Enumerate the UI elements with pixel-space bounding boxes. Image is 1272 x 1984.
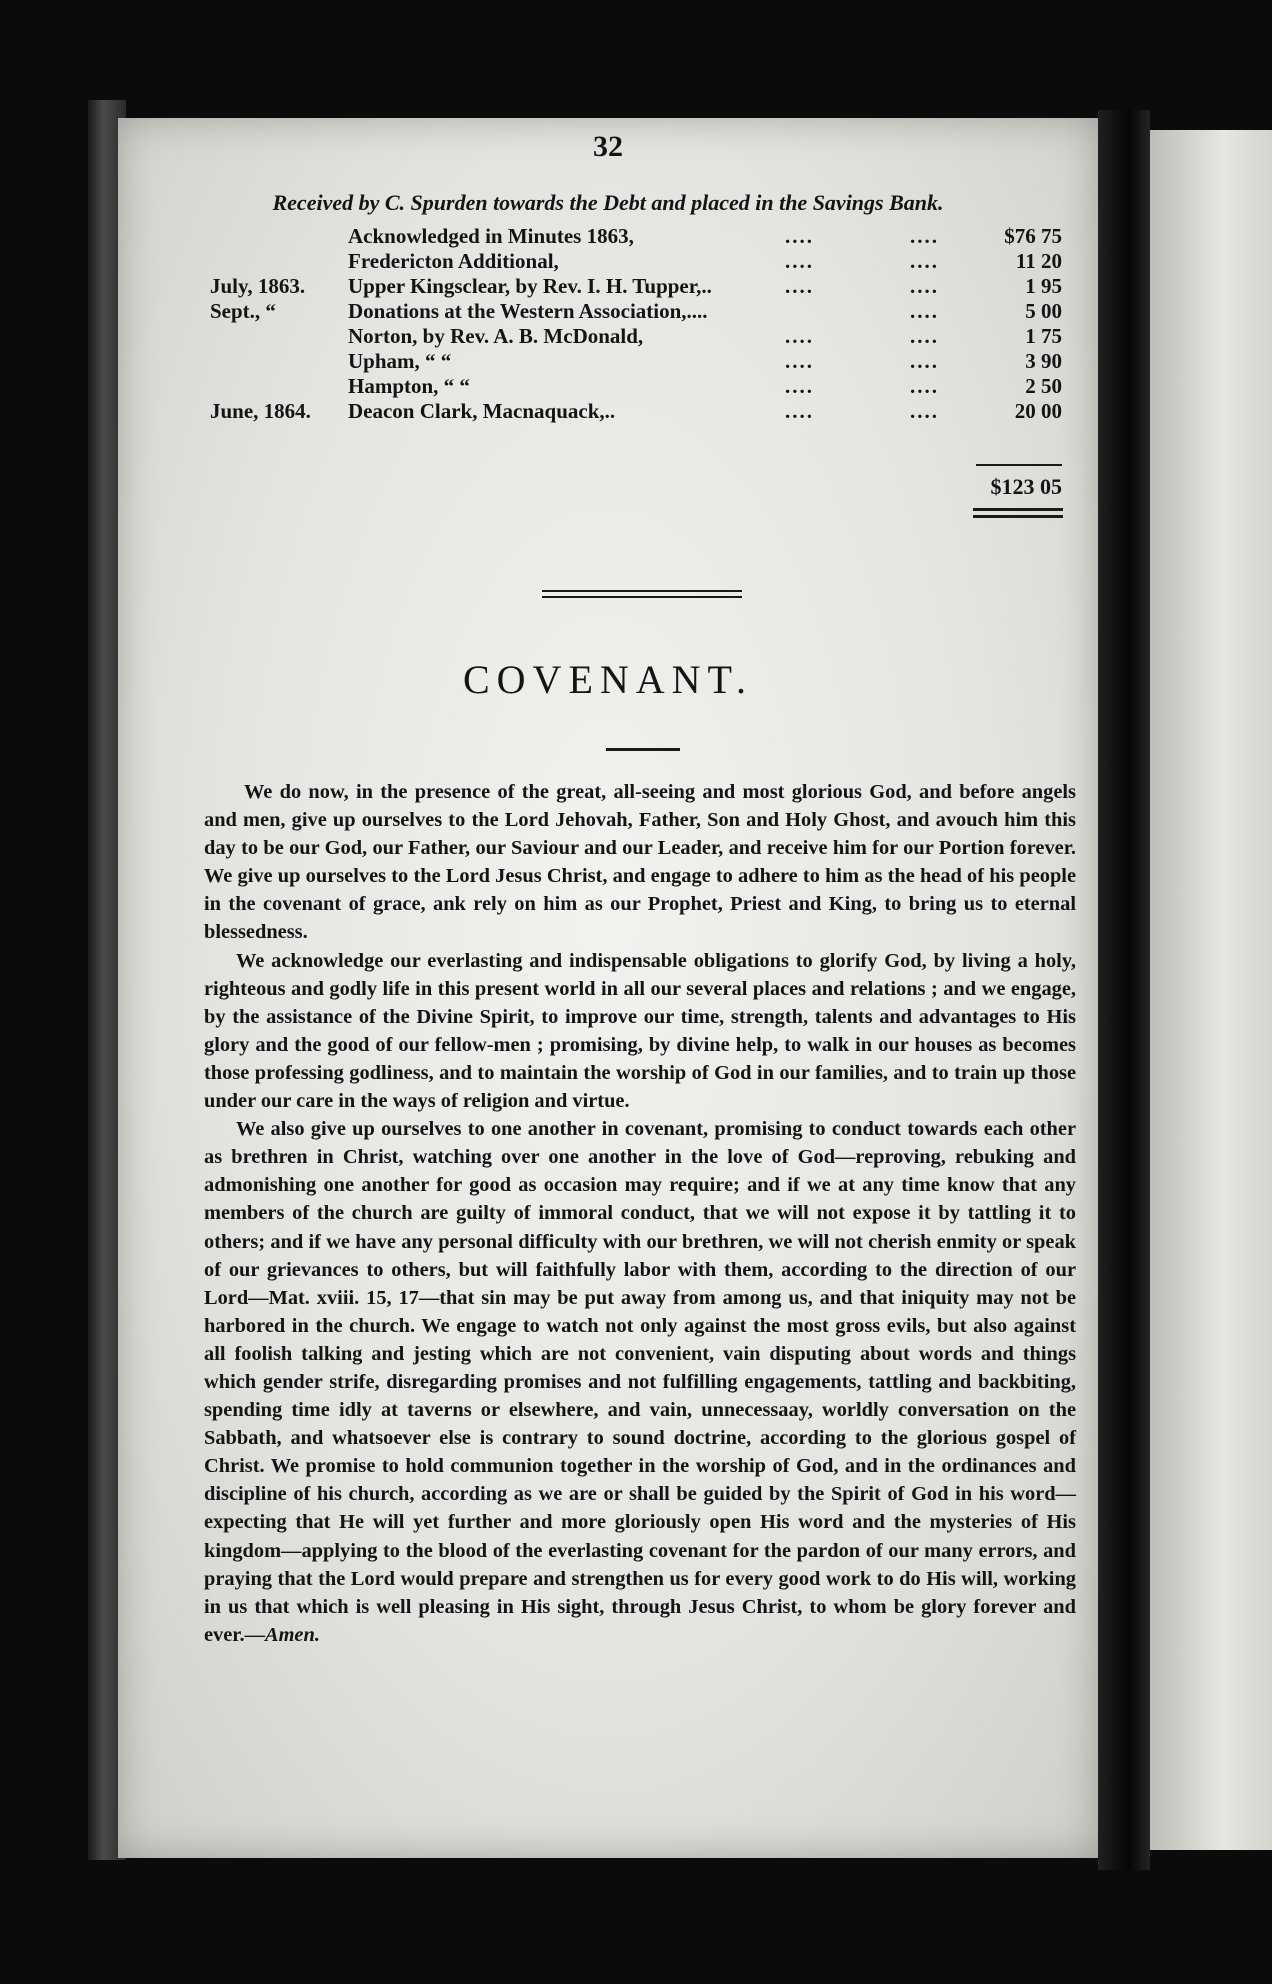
receipt-row [210, 349, 1086, 374]
receipt-description: Fredericton Additional, [348, 249, 559, 273]
facing-page-edge [1150, 130, 1272, 1850]
covenant-heading: COVENANT. [462, 657, 753, 702]
covenant-paragraph-1: We do now, in the presence of the great, all-seeing and most glorious God, and before angels and men, give up ourselves to the Lord Jehovah, Father, Son and Holy Ghost, and avouch him this day to be our God, our Father, our Saviour and our Leader, and receive him for our Portion forever. We give up ourselves to the Lord Jesus Christ, and engage to adhere to him as the head of his people in the covenant of grace, ank rely on him as our Prophet, Priest and King, to bring us to eternal blessedness. [204, 781, 1076, 944]
page-number: 32 [593, 130, 623, 163]
receipt-row [210, 274, 1086, 299]
section-divider-lower [542, 596, 742, 598]
covenant-paragraph-2: We acknowledge our everlasting and indispensable obligations to glorify God, by living a holy, righteous and godly life in this present world in all our several places and relations ; and we engage, by the assistance of the Divine Spirit, to improve our time, strength, talents and advantages to His glory and the good of our fellow-men ; promising, by divine help, to walk in our houses as becomes those professing godliness, and to maintain the worship of God in our families, and to train up those under our care in the ways of religion and virtue. [204, 949, 1076, 1113]
receipt-date: July, 1863. [210, 274, 306, 298]
covenant-paragraph-3-text: We also give up ourselves to one another in covenant, promising to conduct towards each other as brethren in Christ, watching over one another in the love of God—reproving, rebuking and admonishing one another for good as occasion may require; and if we at any time know that any members of the church are guilty of immoral conduct, that we will not expose it by tattling it to others; and if we have any personal difficulty with our brethren, we will not cherish enmity or speak of our grievances to others, but will faithfully labor with them, according to the direction of our Lord—Mat. xviii. 15, 17—that sin may be put away from among us, and that iniquity may not be harbored in the church. We engage to watch not only against the most gross evils, but also against all foolish talking and jesting which are not convenient, vain disputing about words and things which gender strife, disregarding promises and not fulfilling engagements, tattling and backbiting, spending time idly at taverns or elsewhere, and vain, unnecessaay, worldly conversation on the Sabbath, and whatsoever else is contrary to sound doctrine, according to the glorious gospel of Christ. We promise to hold communion together in the worship of God, and in the ordinances and discipline of his church, according as we are or shall be guided by the Spirit of God in his word—expecting that He will yet further and more gloriously open His word and the mysteries of His kingdom—applying to the blood of the everlasting covenant for the pardon of our many errors, and praying that the Lord would prepare and strengthen us for every good work to do His will, working in us that which is well pleasing in His sight, through Jesus Christ, to whom be glory forever and ever.— [204, 1118, 1076, 1646]
receipt-amount: 11 20 [1015, 249, 1062, 273]
receipt-amount: 3 90 [1025, 349, 1062, 373]
receipt-leader-dots: .... [785, 324, 814, 348]
receipt-leader-dots: .... [910, 249, 939, 273]
receipt-leader-dots: .... [910, 224, 939, 248]
receipt-description: Acknowledged in Minutes 1863, [348, 224, 634, 248]
covenant-paragraph-3 [204, 1115, 1076, 1649]
receipt-date: Sept., “ [210, 299, 276, 323]
receipt-leader-dots: .... [785, 399, 814, 423]
receipts-table [210, 224, 1086, 424]
receipt-leader-dots: .... [910, 274, 939, 298]
receipt-row [210, 299, 1086, 324]
receipt-leader-dots: .... [910, 324, 939, 348]
receipt-leader-dots: .... [910, 349, 939, 373]
heading-rule [606, 748, 680, 751]
book-page [118, 118, 1098, 1858]
receipt-row [210, 374, 1086, 399]
receipts-total: $123 05 [990, 474, 1062, 499]
receipt-description: Hampton, “ “ [348, 374, 470, 398]
receipt-description: Upham, “ “ [348, 349, 452, 373]
section-divider-upper [542, 590, 742, 592]
receipt-row [210, 249, 1086, 274]
receipts-title: Received by C. Spurden towards the Debt and placed in the Savings Bank. [272, 190, 944, 215]
receipt-description: Upper Kingsclear, by Rev. I. H. Tupper,.. [348, 274, 712, 298]
receipt-leader-dots: .... [785, 274, 814, 298]
receipt-date: June, 1864. [210, 399, 311, 423]
total-double-rule-upper [973, 508, 1063, 511]
receipt-row [210, 324, 1086, 349]
covenant-text [204, 778, 1076, 1649]
receipt-leader-dots: .... [910, 374, 939, 398]
receipt-amount: 2 50 [1025, 374, 1062, 398]
receipt-description: Donations at the Western Association,.... [348, 299, 708, 323]
receipt-leader-dots: .... [910, 399, 939, 423]
receipt-leader-dots: .... [785, 224, 814, 248]
sum-rule [976, 464, 1062, 466]
receipt-leader-dots: .... [785, 349, 814, 373]
total-double-rule-lower [973, 515, 1063, 518]
amen-text: Amen. [264, 1623, 320, 1646]
receipt-amount: $76 75 [1004, 224, 1062, 248]
receipt-amount: 20 00 [1014, 399, 1062, 423]
receipt-leader-dots: .... [910, 299, 939, 323]
receipt-row [210, 399, 1086, 424]
receipt-amount: 5 00 [1025, 299, 1062, 323]
receipt-leader-dots: .... [785, 249, 814, 273]
book-gutter [1098, 110, 1150, 1870]
receipt-description: Deacon Clark, Macnaquack,.. [348, 399, 616, 423]
receipt-leader-dots: .... [785, 374, 814, 398]
receipt-amount: 1 95 [1025, 274, 1062, 298]
receipt-amount: 1 75 [1025, 324, 1062, 348]
receipt-row [210, 224, 1086, 249]
receipt-description: Norton, by Rev. A. B. McDonald, [348, 324, 644, 348]
